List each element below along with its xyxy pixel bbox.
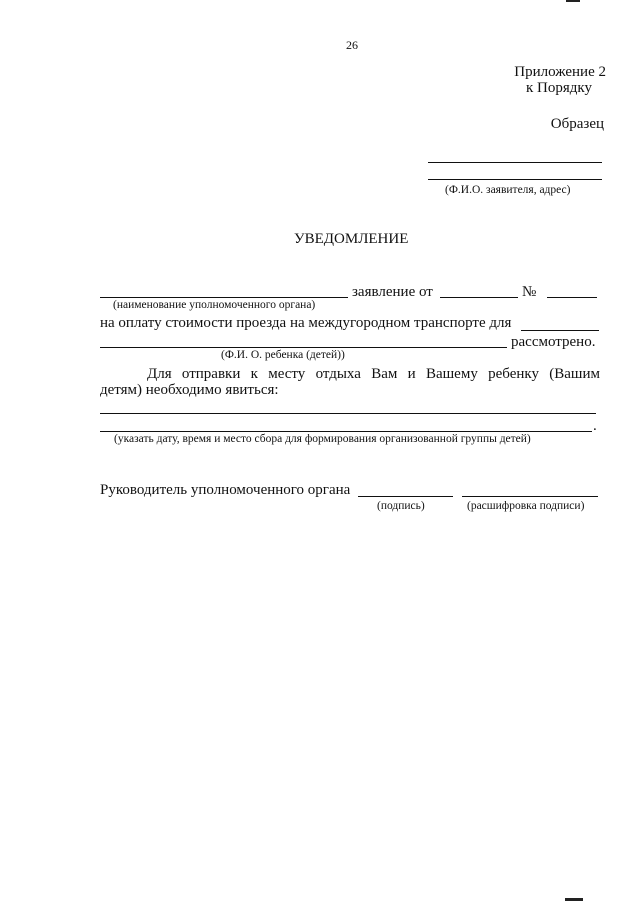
child-caption: (Ф.И. О. ребенка (детей)) bbox=[221, 349, 345, 361]
authority-blank bbox=[100, 297, 348, 298]
statement-from-text: заявление от bbox=[352, 284, 433, 300]
applicant-line-1 bbox=[428, 162, 602, 163]
signature-blank bbox=[358, 496, 453, 497]
applicant-caption: (Ф.И.О. заявителя, адрес) bbox=[445, 184, 571, 196]
scan-mark-bottom bbox=[565, 898, 583, 901]
statement-date-blank bbox=[440, 297, 518, 298]
appendix-line-2: к Порядку bbox=[526, 80, 592, 96]
applicant-line-2 bbox=[428, 179, 602, 180]
authority-caption: (наименование уполномоченного органа) bbox=[113, 299, 316, 311]
gathering-period: . bbox=[593, 418, 597, 434]
reviewed-text: рассмотрено. bbox=[511, 334, 596, 350]
page-number: 26 bbox=[346, 38, 358, 52]
head-of-authority-label: Руководитель уполномоченного органа bbox=[100, 482, 351, 498]
statement-number-blank bbox=[547, 297, 597, 298]
gathering-line-2 bbox=[100, 431, 592, 432]
paragraph-line-1: Для отправки к месту отдыха Вам и Вашему ребенку (Вашим bbox=[147, 366, 600, 382]
appendix-line-1: Приложение 2 bbox=[514, 64, 606, 80]
signature-caption: (подпись) bbox=[377, 500, 425, 512]
child-name-blank bbox=[100, 347, 507, 348]
paragraph-line-2: детям) необходимо явиться: bbox=[100, 382, 279, 398]
sample-label: Образец bbox=[550, 116, 604, 132]
number-sign: № bbox=[522, 284, 537, 300]
scan-mark-top bbox=[566, 0, 580, 2]
signature-decoding-blank bbox=[462, 496, 598, 497]
signature-decoding-caption: (расшифровка подписи) bbox=[467, 500, 585, 512]
gathering-line-1 bbox=[100, 413, 596, 414]
travel-payment-text: на оплату стоимости проезда на междугородном транспорте для bbox=[100, 315, 512, 331]
document-title: УВЕДОМЛЕНИЕ bbox=[294, 231, 409, 247]
gathering-caption: (указать дату, время и место сбора для формирования организованной группы детей) bbox=[114, 433, 531, 445]
travel-recipient-blank bbox=[521, 330, 599, 331]
